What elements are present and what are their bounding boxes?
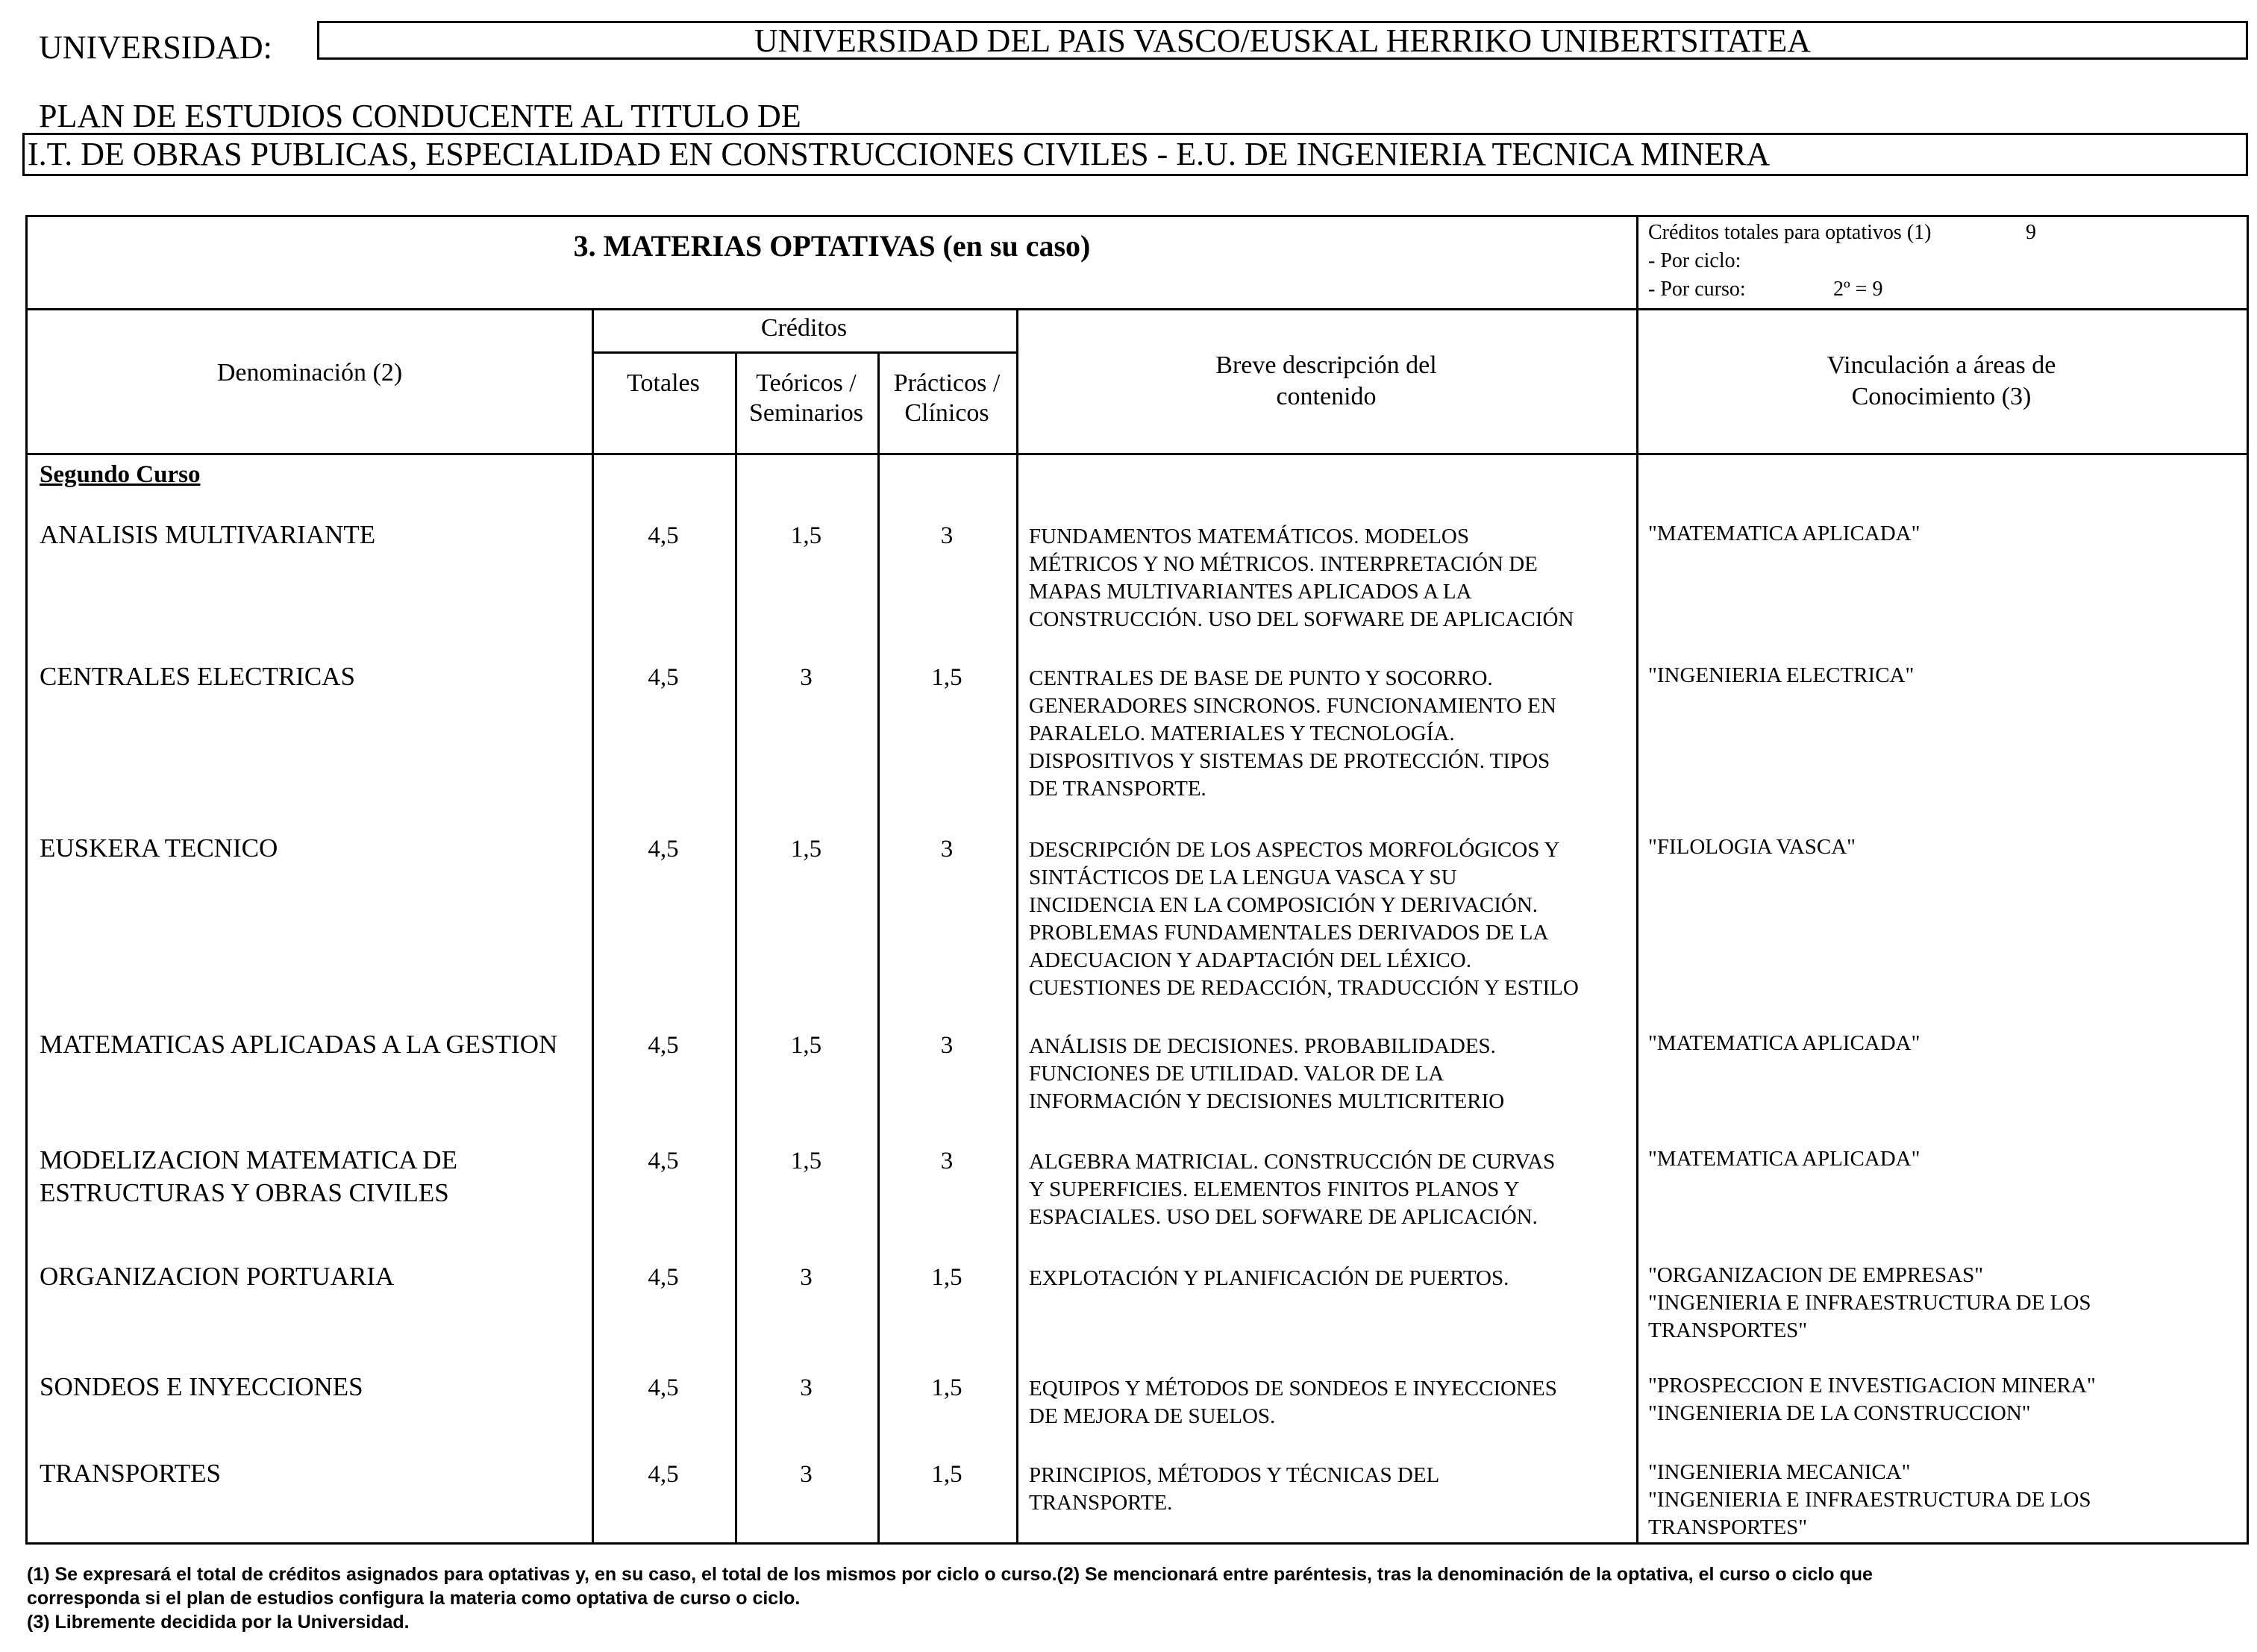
credits-practicos: 1,5 <box>931 664 962 691</box>
credits-teoricos: 3 <box>800 664 813 691</box>
col-divider-practicos <box>1016 308 1018 1542</box>
subject-description-line: MÉTRICOS Y NO MÉTRICOS. INTERPRETACIÓN DE <box>1029 552 1538 576</box>
col-divider-desc <box>1636 308 1638 1542</box>
subject-name: ESTRUCTURAS Y OBRAS CIVILES <box>40 1178 449 1207</box>
subject-name: EUSKERA TECNICO <box>40 833 278 863</box>
credits-teoricos: 3 <box>800 1374 813 1401</box>
subject-name: MODELIZACION MATEMATICA DE <box>40 1145 457 1174</box>
credits-totales: 4,5 <box>648 1148 679 1174</box>
footnote-1: (1) Se expresará el total de créditos asignados para optativas y, en su caso, el total de los mismos por ciclo o curso.(2) Se mencionará entre paréntesis, tras la denominación de la optativa, el curso o ciclo que <box>27 1564 1873 1585</box>
knowledge-area-line: "INGENIERIA E INFRAESTRUCTURA DE LOS <box>1648 1488 2091 1512</box>
title-divider <box>1636 217 1638 308</box>
credits-practicos: 1,5 <box>931 1461 962 1488</box>
subject-description-line: ESPACIALES. USO DEL SOFWARE DE APLICACIÓN. <box>1029 1205 1538 1229</box>
knowledge-area-line: "INGENIERIA DE LA CONSTRUCCION" <box>1648 1401 2031 1425</box>
degree-title-box <box>22 133 2248 176</box>
subject-description-line: PARALELO. MATERIALES Y TECNOLOGÍA. <box>1029 722 1455 745</box>
subject-description-line: TRANSPORTE. <box>1029 1491 1173 1515</box>
subject-description-line: GENERADORES SINCRONOS. FUNCIONAMIENTO EN <box>1029 694 1556 718</box>
subject-name: ANALISIS MULTIVARIANTE <box>40 520 376 549</box>
credits-totales: 4,5 <box>648 664 679 691</box>
knowledge-area-line: "INGENIERIA ELECTRICA" <box>1648 663 1915 687</box>
knowledge-area-line: "ORGANIZACION DE EMPRESAS" <box>1648 1263 1984 1287</box>
subject-description-line: DISPOSITIVOS Y SISTEMAS DE PROTECCIÓN. TIPOS <box>1029 749 1550 773</box>
knowledge-area-line: "FILOLOGIA VASCA" <box>1648 835 1856 859</box>
subject-description-line: FUNCIONES DE UTILIDAD. VALOR DE LA <box>1029 1062 1444 1086</box>
credits-total-value: 9 <box>2026 221 2036 244</box>
knowledge-area-line: "PROSPECCION E INVESTIGACION MINERA" <box>1648 1374 2096 1398</box>
subject-description-line: INCIDENCIA EN LA COMPOSICIÓN Y DERIVACIÓN. <box>1029 893 1538 917</box>
col-header-desc-1: Breve descripción del <box>1215 351 1437 379</box>
university-label: UNIVERSIDAD: <box>39 29 272 66</box>
subject-description-line: EXPLOTACIÓN Y PLANIFICACIÓN DE PUERTOS. <box>1029 1266 1509 1290</box>
subject-name: TRANSPORTES <box>40 1459 221 1488</box>
column-header-divider <box>28 453 2247 455</box>
subject-description-line: ANÁLISIS DE DECISIONES. PROBABILIDADES. <box>1029 1034 1496 1058</box>
subject-name: SONDEOS E INYECCIONES <box>40 1372 363 1401</box>
credits-per-course-value: 2º = 9 <box>1833 278 1883 301</box>
credits-totales: 4,5 <box>648 1374 679 1401</box>
subject-description-line: FUNDAMENTOS MATEMÁTICOS. MODELOS <box>1029 525 1469 548</box>
subject-description-line: PROBLEMAS FUNDAMENTALES DERIVADOS DE LA <box>1029 921 1549 945</box>
subject-description-line: DESCRIPCIÓN DE LOS ASPECTOS MORFOLÓGICOS Y <box>1029 838 1560 862</box>
credits-total-label: Créditos totales para optativos (1) <box>1648 221 1932 244</box>
credits-practicos: 3 <box>940 1032 954 1059</box>
credits-totales: 4,5 <box>648 836 679 863</box>
footnote-2: corresponda si el plan de estudios configura la materia como optativa de curso o ciclo. <box>27 1588 801 1609</box>
subject-name: MATEMATICAS APLICADAS A LA GESTION <box>40 1030 558 1059</box>
subject-description-line: PRINCIPIOS, MÉTODOS Y TÉCNICAS DEL <box>1029 1463 1440 1487</box>
credits-totales: 4,5 <box>648 522 679 549</box>
credits-subheader-divider <box>592 351 1016 354</box>
credits-totales: 4,5 <box>648 1461 679 1488</box>
col-header-practicos-2: Clínicos <box>904 399 989 427</box>
credits-per-cycle-label: - Por ciclo: <box>1648 249 1741 272</box>
knowledge-area-line: TRANSPORTES" <box>1648 1515 1808 1539</box>
credits-teoricos: 1,5 <box>790 1148 822 1174</box>
col-header-teoricos-1: Teóricos / <box>756 369 857 397</box>
subject-description-line: DE TRANSPORTE. <box>1029 777 1206 801</box>
col-header-totales: Totales <box>627 369 700 397</box>
optional-subjects-table <box>25 215 2249 1545</box>
footnote-3: (3) Libremente decidida por la Universidad. <box>27 1612 410 1633</box>
credits-practicos: 3 <box>940 836 954 863</box>
plan-label: PLAN DE ESTUDIOS CONDUCENTE AL TITULO DE <box>39 98 801 134</box>
header-divider <box>28 308 2247 310</box>
university-name: UNIVERSIDAD DEL PAIS VASCO/EUSKAL HERRIKO UNIBERTSITATEA <box>754 22 1812 59</box>
col-header-area-2: Conocimiento (3) <box>1851 383 2032 410</box>
credits-totales: 4,5 <box>648 1264 679 1291</box>
knowledge-area-line: "INGENIERIA MECANICA" <box>1648 1460 1911 1484</box>
col-header-practicos-1: Prácticos / <box>893 369 1001 397</box>
credits-practicos: 3 <box>940 1148 954 1174</box>
credits-teoricos: 1,5 <box>790 522 822 549</box>
col-divider-name <box>592 308 594 1542</box>
section-title: 3. MATERIAS OPTATIVAS (en su caso) <box>573 229 1091 263</box>
credits-teoricos: 1,5 <box>790 1032 822 1059</box>
col-header-area-1: Vinculación a áreas de <box>1826 351 2056 379</box>
col-header-teoricos-2: Seminarios <box>749 399 863 427</box>
subject-description-line: MAPAS MULTIVARIANTES APLICADOS A LA <box>1029 580 1472 604</box>
subject-description-line: CENTRALES DE BASE DE PUNTO Y SOCORRO. <box>1029 666 1493 690</box>
credits-practicos: 1,5 <box>931 1374 962 1401</box>
credits-per-course-label: - Por curso: <box>1648 278 1746 301</box>
credits-teoricos: 1,5 <box>790 836 822 863</box>
subject-description-line: ADECUACION Y ADAPTACIÓN DEL LÉXICO. <box>1029 948 1471 972</box>
subject-name: CENTRALES ELECTRICAS <box>40 662 355 691</box>
knowledge-area-line: TRANSPORTES" <box>1648 1318 1808 1342</box>
subject-description-line: SINTÁCTICOS DE LA LENGUA VASCA Y SU <box>1029 866 1457 889</box>
subject-description-line: EQUIPOS Y MÉTODOS DE SONDEOS E INYECCIONES <box>1029 1377 1557 1401</box>
subject-description-line: CUESTIONES DE REDACCIÓN, TRADUCCIÓN Y ESTILO <box>1029 976 1579 1000</box>
university-name-box <box>317 21 2248 60</box>
credits-totales: 4,5 <box>648 1032 679 1059</box>
subject-description-line: CONSTRUCCIÓN. USO DEL SOFWARE DE APLICACIÓN <box>1029 607 1574 631</box>
subject-description-line: Y SUPERFICIES. ELEMENTOS FINITOS PLANOS Y <box>1029 1177 1520 1201</box>
degree-title: I.T. DE OBRAS PUBLICAS, ESPECIALIDAD EN CONSTRUCCIONES CIVILES - E.U. DE INGENIERIA TECNICA MINERA <box>28 136 1771 172</box>
subject-description-line: ALGEBRA MATRICIAL. CONSTRUCCIÓN DE CURVAS <box>1029 1150 1556 1174</box>
credits-teoricos: 3 <box>800 1461 813 1488</box>
subject-description-line: DE MEJORA DE SUELOS. <box>1029 1404 1276 1428</box>
col-header-credits: Créditos <box>760 314 848 342</box>
credits-teoricos: 3 <box>800 1264 813 1291</box>
knowledge-area-line: "MATEMATICA APLICADA" <box>1648 1031 1921 1055</box>
col-header-name: Denominación (2) <box>216 359 403 387</box>
knowledge-area-line: "MATEMATICA APLICADA" <box>1648 1147 1921 1171</box>
subject-name: ORGANIZACION PORTUARIA <box>40 1262 395 1291</box>
col-header-desc-2: contenido <box>1276 383 1377 410</box>
subject-description-line: INFORMACIÓN Y DECISIONES MULTICRITERIO <box>1029 1089 1505 1113</box>
knowledge-area-line: "MATEMATICA APLICADA" <box>1648 522 1921 545</box>
knowledge-area-line: "INGENIERIA E INFRAESTRUCTURA DE LOS <box>1648 1291 2091 1315</box>
course-label: Segundo Curso <box>40 461 201 488</box>
credits-practicos: 3 <box>940 522 954 549</box>
credits-practicos: 1,5 <box>931 1264 962 1291</box>
